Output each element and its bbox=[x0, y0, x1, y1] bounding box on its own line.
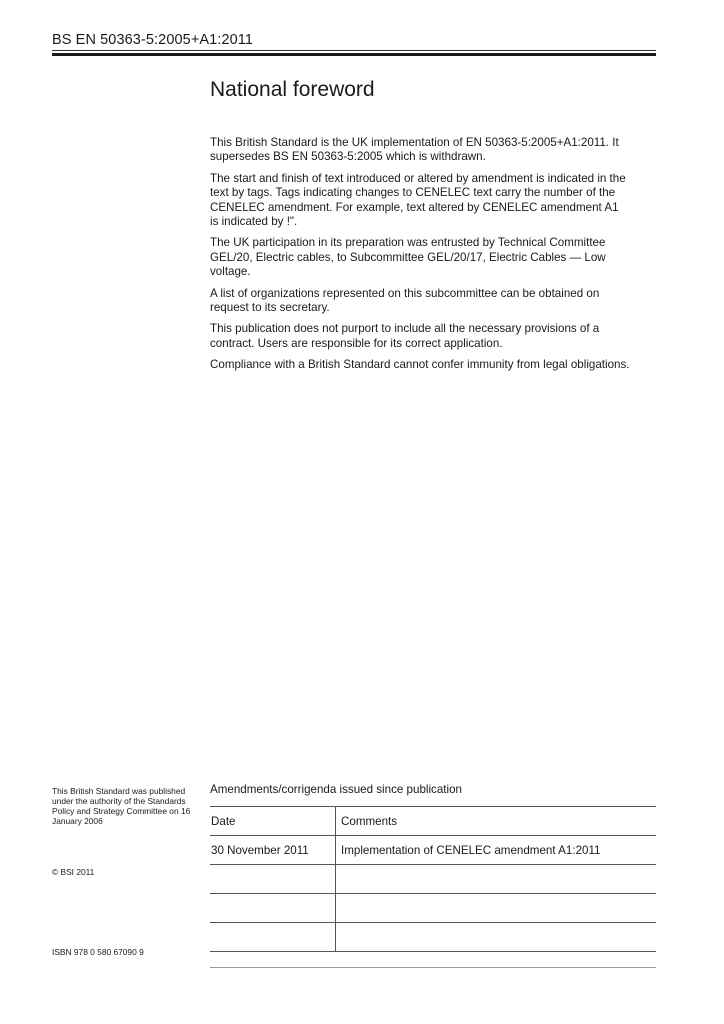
paragraph-compliance: Compliance with a British Standard cannot confer immunity from legal obligations. bbox=[210, 358, 630, 372]
publication-note: This British Standard was published under the authority of the Standards Policy and Strategy Committee on 16 January 2006 bbox=[52, 786, 191, 826]
footer-rule bbox=[210, 967, 656, 968]
paragraph-contract-disclaimer: This publication does not purport to include all the necessary provisions of a contract. Users are responsible for its correct application. bbox=[210, 322, 600, 350]
isbn-number: ISBN 978 0 580 67090 9 bbox=[52, 947, 144, 957]
header-rule-thin bbox=[52, 50, 656, 51]
row-date bbox=[210, 894, 336, 923]
header-comments: Comments bbox=[336, 807, 657, 836]
row-comments bbox=[336, 894, 657, 923]
header-date: Date bbox=[210, 807, 336, 836]
table-row bbox=[210, 923, 656, 952]
row-date bbox=[210, 923, 336, 952]
header-rule-thick bbox=[52, 53, 656, 56]
standard-id-header: BS EN 50363-5:2005+A1:2011 bbox=[52, 32, 254, 48]
table-row bbox=[210, 894, 656, 923]
row-date: 30 November 2011 bbox=[210, 836, 336, 865]
copyright-notice: © BSI 2011 bbox=[52, 867, 95, 877]
foreword-body bbox=[210, 136, 630, 380]
amendments-table bbox=[210, 806, 656, 952]
row-date bbox=[210, 865, 336, 894]
table-row bbox=[210, 836, 656, 865]
table-header-row bbox=[210, 807, 656, 836]
paragraph-implementation: This British Standard is the UK implementation of EN 50363-5:2005+A1:2011. It supersedes BS EN 50363-5:2005 which is withdrawn. bbox=[210, 136, 619, 164]
amendments-title: Amendments/corrigenda issued since publication bbox=[210, 783, 462, 796]
page-title: National foreword bbox=[210, 78, 375, 101]
row-comments bbox=[336, 923, 657, 952]
row-comments bbox=[336, 865, 657, 894]
paragraph-organizations-list: A list of organizations represented on this subcommittee can be obtained on request to its secretary. bbox=[210, 286, 600, 315]
row-comments: Implementation of CENELEC amendment A1:2011 bbox=[336, 836, 657, 865]
paragraph-amendment-tags: The start and finish of text introduced or altered by amendment is indicated in the text by tags. Tags indicating changes to CENELEC text carry the number of the CENELEC amendment. For example, text altered by CENELEC amendment A1 is indicated by !". bbox=[210, 171, 626, 229]
paragraph-uk-participation: The UK participation in its preparation was entrusted by Technical Committee GEL/20, Electric cables, to Subcommittee GEL/20/17, Electric Cables — Low voltage. bbox=[210, 236, 606, 279]
table-row bbox=[210, 865, 656, 894]
